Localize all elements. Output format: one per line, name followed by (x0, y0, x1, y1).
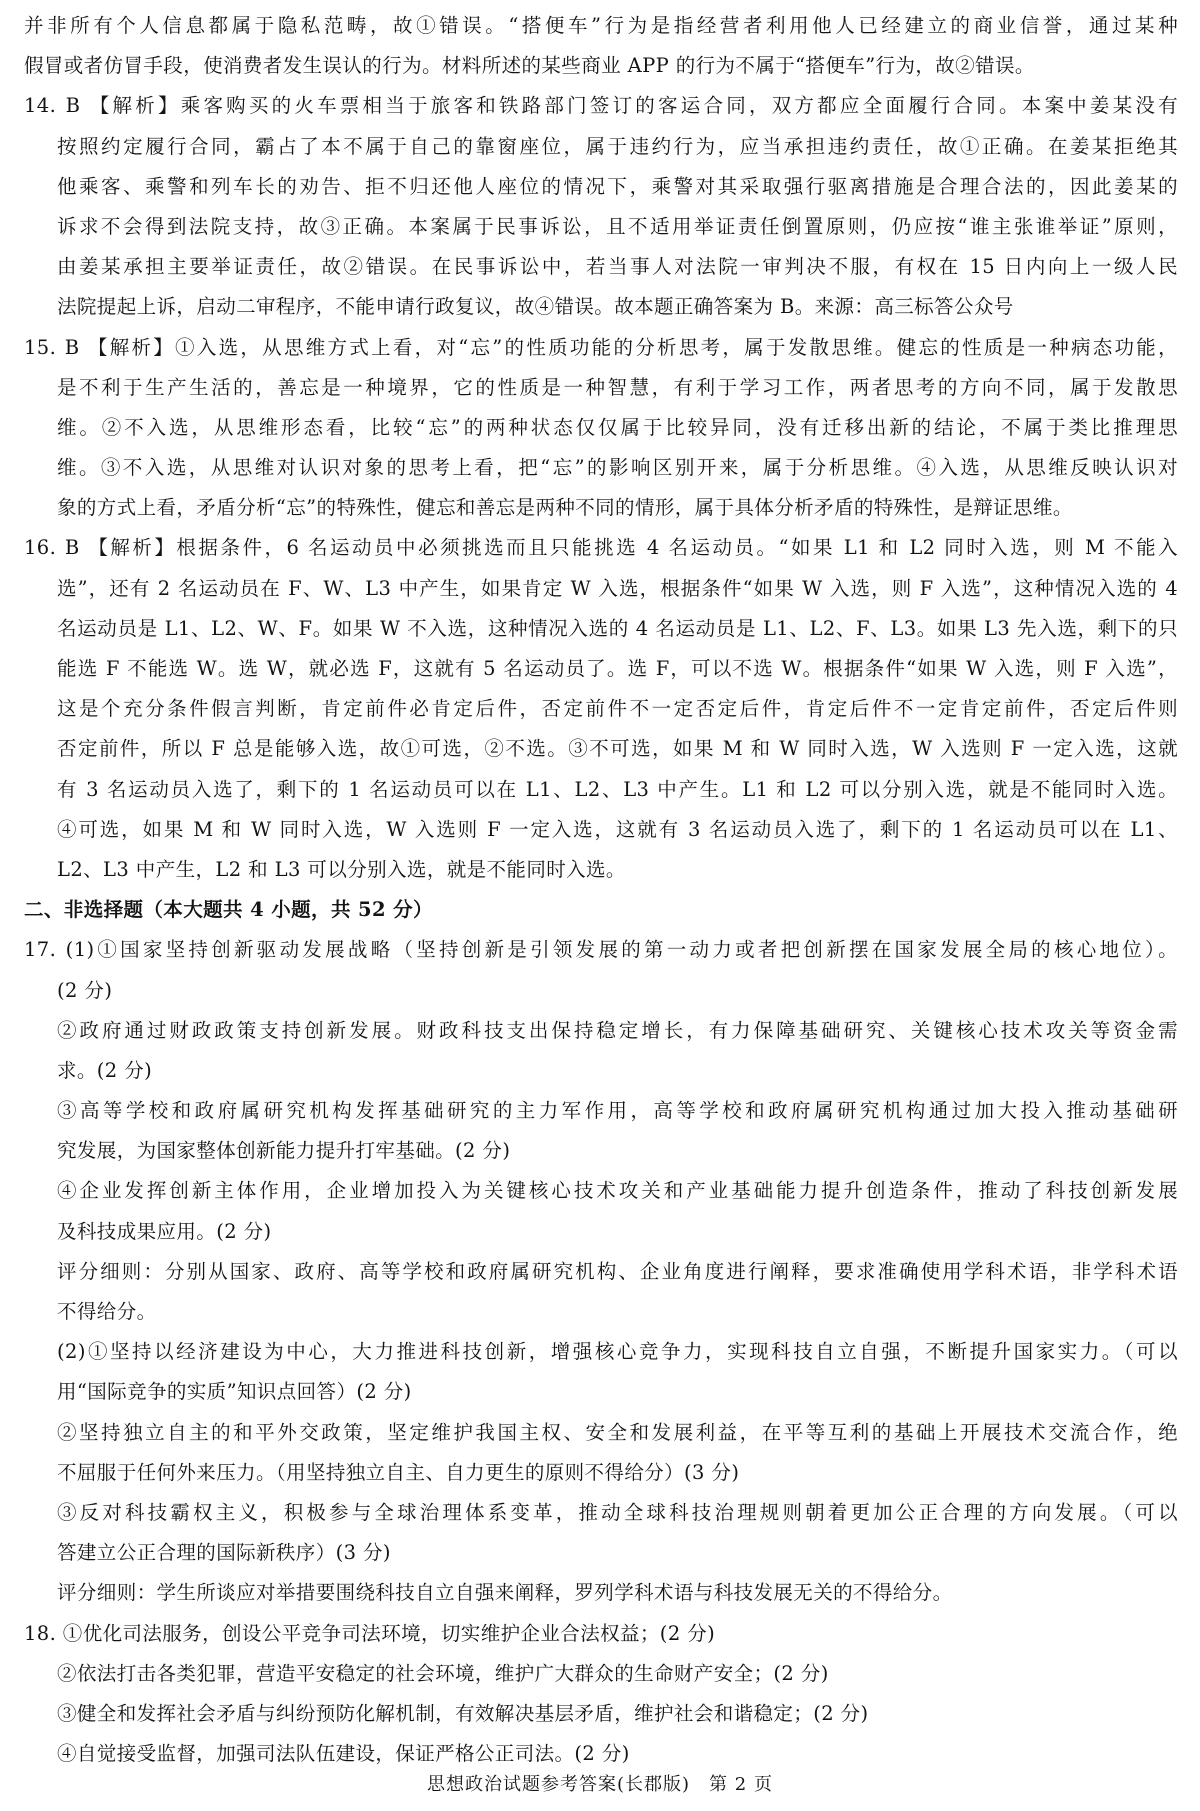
q18-line: 18. ①优化司法服务，创设公平竞争司法环境，切实维护企业合法权益；(2 分) (24, 1621, 716, 1645)
text-line: 选”，还有 2 名运动员在 F、W、L3 中产生，如果肯定 W 入选，根据条件“如果 W 入选，则 F 入选”，这种情况入选的 4 (57, 576, 1178, 600)
text-line: ②依法打击各类犯罪，营造平安稳定的社会环境，维护广大群众的生命财产安全；(2 分) (57, 1661, 829, 1685)
text-line: ②坚持独立自主的和平外交政策，坚定维护我国主权、安全和发展利益，在平等互利的基础上开展技术交流合作，绝 (57, 1420, 1178, 1444)
text-line: 他乘客、乘警和列车长的劝告、拒不归还他人座位的情况下，乘警对其采取强行驱离措施是合理合法的，因此姜某的 (57, 174, 1178, 198)
text-line: 求。(2 分) (57, 1058, 153, 1082)
text-line: 否定前件，所以 F 总是能够入选，故①可选，②不选。③不可选，如果 M 和 W 同时入选，W 入选则 F 一定入选，这就 (57, 737, 1178, 761)
text-line: 由姜某承担主要举证责任，故②错误。在民事诉讼中，若当事人对法院一审判决不服，有权在 15 日内向上一级人民 (57, 255, 1178, 279)
text-line: 并非所有个人信息都属于隐私范畴，故①错误。“搭便车”行为是指经营者利用他人已经建立的商业信誉，通过某种 (24, 14, 1178, 37)
text-line: 维。②不入选，从思维形态看，比较“忘”的两种状态仅仅属于比较异同，没有迁移出新的结论，不属于类比推理思 (57, 415, 1178, 439)
text-line: ④企业发挥创新主体作用，企业增加投入为关键核心技术攻关和产业基础能力提升创造条件，推动了科技创新发展 (57, 1179, 1178, 1203)
text-line: 评分细则：分别从国家、政府、高等学校和政府属研究机构、企业角度进行阐释，要求准确使用学科术语，非学科术语 (57, 1259, 1178, 1283)
text-line: ②政府通过财政政策支持创新发展。财政科技支出保持稳定增长，有力保障基础研究、关键核心技术攻关等资金需 (57, 1018, 1178, 1042)
text-line: ③健全和发挥社会矛盾与纠纷预防化解机制，有效解决基层矛盾，维护社会和谐稳定；(2 分) (57, 1701, 869, 1725)
text-line: 用“国际竞争的实质”知识点回答）(2 分) (57, 1380, 412, 1404)
text-line: ③反对科技霸权主义，积极参与全球治理体系变革，推动全球科技治理规则朝着更加公正合理的方向发展。（可以 (57, 1500, 1178, 1524)
text-line: 能选 F 不能选 W。选 W，就必选 F，这就有 5 名运动员了。选 F，可以不选 W。根据条件“如果 W 入选，则 F 入选”， (57, 657, 1178, 680)
text-line: 不屈服于任何外来压力。（用坚持独立自主、自力更生的原则不得给分）(3 分) (57, 1460, 740, 1484)
text-line: 有 3 名运动员入选了，剩下的 1 名运动员可以在 L1、L2、L3 中产生。L1 和 L2 可以分别入选，就是不能同时入选。 (57, 777, 1178, 801)
text-line: 评分细则：学生所谈应对举措要围绕科技自立自强来阐释，罗列学科术语与科技发展无关的不得给分。 (57, 1581, 953, 1605)
q14-line: 14. B 【解析】乘客购买的火车票相当于旅客和铁路部门签订的客运合同，双方都应全面履行合同。本案中姜某没有 (24, 94, 1178, 118)
q16-line: 16. B 【解析】根据条件，6 名运动员中必须挑选而且只能挑选 4 名运动员。“如果 L1 和 L2 同时入选，则 M 不能入 (24, 536, 1178, 560)
text-line: ④自觉接受监督，加强司法队伍建设，保证严格公正司法。(2 分) (57, 1742, 630, 1766)
text-line: 这是个充分条件假言判断，肯定前件必肯定后件，否定前件不一定否定后件，肯定后件不一定肯定前件，否定后件则 (57, 697, 1178, 721)
text-line: 象的方式上看，矛盾分析“忘”的特殊性，健忘和善忘是两种不同的情形，属于具体分析矛盾的特殊性，是辩证思维。 (57, 496, 1073, 520)
text-line: (2 分) (57, 978, 113, 1002)
text-line: 假冒或者仿冒手段，使消费者发生误认的行为。材料所述的某些商业 APP 的行为不属于“搭便车”行为，故②错误。 (24, 54, 1035, 78)
text-line: 不得给分。 (57, 1300, 157, 1323)
section-heading: 二、非选择题（本大题共 4 小题，共 52 分） (24, 898, 433, 922)
text-line: ③高等学校和政府属研究机构发挥基础研究的主力军作用，高等学校和政府属研究机构通过加大投入推动基础研 (57, 1099, 1178, 1123)
text-line: 诉求不会得到法院支持，故③正确。本案属于民事诉讼，且不适用举证责任倒置原则，仍应按“谁主张谁举证”原则， (57, 214, 1178, 238)
q17-line: 17. (1)①国家坚持创新驱动发展战略（坚持创新是引领发展的第一动力或者把创新摆在国家发展全局的核心地位）。 (24, 938, 1178, 962)
text-line: 及科技成果应用。(2 分) (57, 1219, 272, 1243)
text-line: 名运动员是 L1、L2、W、F。如果 W 不入选，这种情况入选的 4 名运动员是 L1、L2、F、L3。如果 L3 先入选，剩下的只 (57, 616, 1178, 640)
text-line: L2、L3 中产生，L2 和 L3 可以分别入选，就是不能同时入选。 (57, 857, 626, 881)
text-line: 答建立公正合理的国际新秩序）(3 分) (57, 1541, 391, 1565)
text-line: 法院提起上诉，启动二审程序，不能申请行政复议，故④错误。故本题正确答案为 B。来源：高三标答公众号 (57, 295, 1014, 319)
answer-body (24, 6, 1178, 1774)
text-line: 维。③不入选，从思维对认识对象的思考上看，把“忘”的影响区别开来，属于分析思维。④入选，从思维反映认识对 (57, 456, 1178, 480)
text-line: (2)①坚持以经济建设为中心，大力推进科技创新，增强核心竞争力，实现科技自立自强，不断提升国家实力。（可以 (57, 1340, 1178, 1364)
text-line: 按照约定履行合同，霸占了本不属于自己的靠窗座位，属于违约行为，应当承担违约责任，故①正确。在姜某拒绝其 (57, 134, 1178, 158)
text-line: ④可选，如果 M 和 W 同时入选，W 入选则 F 一定入选，这就有 3 名运动员入选了，剩下的 1 名运动员可以在 L1、 (57, 817, 1178, 841)
text-line: 是不利于生产生活的，善忘是一种境界，它的性质是一种智慧，有利于学习工作，两者思考的方向不同，属于发散思 (57, 375, 1178, 399)
page-footer: 思想政治试题参考答案(长郡版) 第 2 页 (427, 1774, 773, 1795)
text-line: 究发展，为国家整体创新能力提升打牢基础。(2 分) (57, 1139, 511, 1163)
q15-line: 15. B 【解析】①入选，从思维方式上看，对“忘”的性质功能的分析思考，属于发散思维。健忘的性质是一种病态功能， (24, 335, 1178, 359)
